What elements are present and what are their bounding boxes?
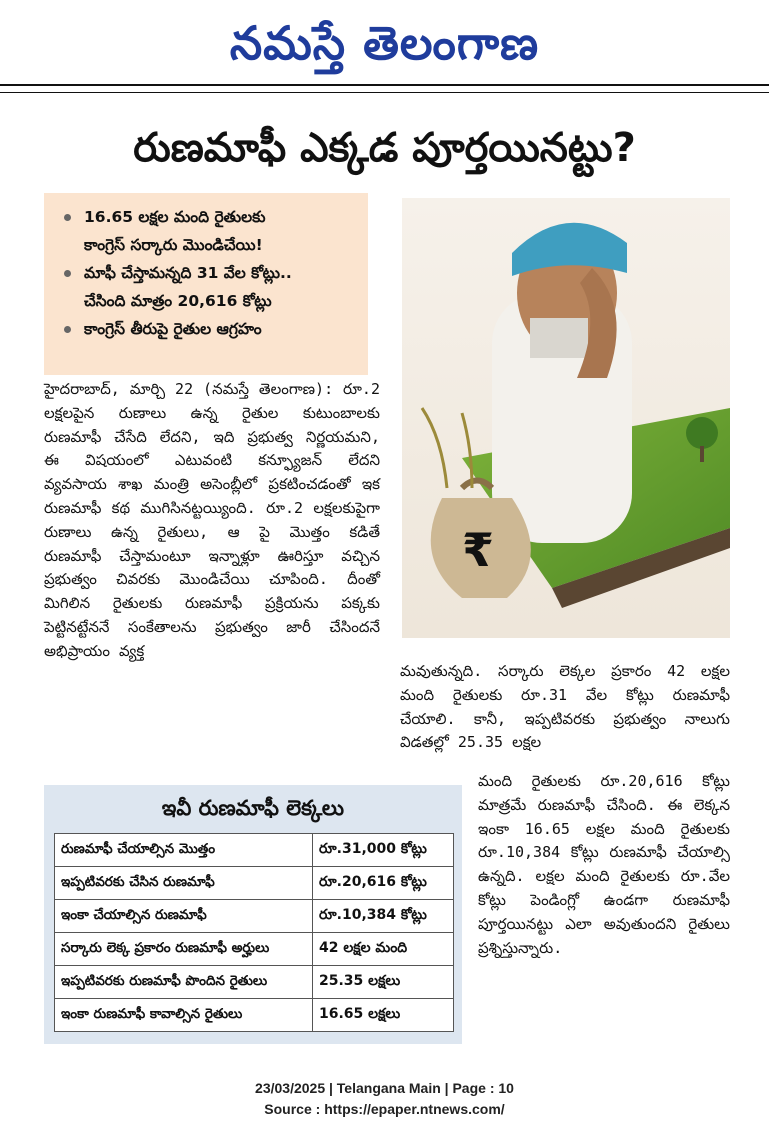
table-row [55, 999, 454, 1032]
bullet-icon [64, 326, 71, 333]
footer-source: Source : https://epaper.ntnews.com/ [264, 1101, 505, 1117]
farmer-photo-illustration [402, 198, 730, 638]
row-label: సర్కారు లెక్క ప్రకారం రుణమాఫీ అర్హులు [55, 933, 313, 966]
table-title: ఇవీ రుణమాఫీ లెక్కలు [161, 796, 345, 820]
article-text: హైదరాబాద్, మార్చి 22 (నమస్తే తెలంగాణ): రూ.2 లక్షలపైన రుణాలు ఉన్న రైతుల కుటుంబాలకు రుణమాఫీ చేసేది లేదని, ఇది ప్రభుత్వ నిర్ణయమని, ఈ విషయంలో ఎటువంటి కన్ఫ్యూజన్ లేదని వ్యవసాయ శాఖ మంత్రి అసెంబ్లీలో ప్రకటించడంతో ఇక రుణమాఫీ కథ ముగిసినట్టయ్యింది. రూ.2 లక్షలకుపైగా రుణాలు ఉన్న రైతులు, ఆ పై మొత్తం కడితే రుణమాఫీ చేస్తామంటూ ఇన్నాళ్లూ ఊరిస్తూ వచ్చిన ప్రభుత్వం చివరకు మొండిచేయి చూపింది. దీంతో మిగిలిన రైతులకు రుణమాఫీ ప్రక్రియను పక్కకు పెట్టినట్టేననే సంకేతాలను ప్రభుత్వం జారీ చేసిందనే అభిప్రాయం వ్యక్త [44, 380, 380, 660]
row-value: రూ.20,616 కోట్లు [313, 867, 454, 900]
divider [0, 92, 769, 93]
highlight-item: మాఫీ చేస్తామన్నది 31 వేల కోట్లు.. [64, 259, 360, 287]
row-label: ఇప్పటివరకు చేసిన రుణమాఫీ [55, 867, 313, 900]
highlight-item-cont: కాంగ్రెస్ సర్కారు మొండిచేయి! [84, 236, 263, 254]
article-text: మవుతున్నది. సర్కారు లెక్కల ప్రకారం 42 లక్షల మంది రైతులకు రూ.31 వేల కోట్లు రుణమాఫీ చేయాలి. కానీ, ఇప్పటివరకు ప్రభుత్వం నాలుగు విడతల్లో 25.35 లక్షల [400, 662, 730, 752]
highlights-box [44, 193, 368, 375]
row-value: 16.65 లక్షలు [313, 999, 454, 1032]
masthead-logo: నమస్తే తెలంగాణ [229, 16, 540, 70]
article-column-3 [478, 770, 730, 960]
footer-date-page: 23/03/2025 | Telangana Main | Page : 10 [255, 1080, 514, 1096]
highlight-item: కాంగ్రెస్ తీరుపై రైతుల ఆగ్రహం [64, 315, 360, 343]
row-value: 42 లక్షల మంది [313, 933, 454, 966]
table-row [55, 900, 454, 933]
bullet-icon [64, 270, 71, 277]
row-value: 25.35 లక్షలు [313, 966, 454, 999]
row-value: రూ.10,384 కోట్లు [313, 900, 454, 933]
row-label: ఇప్పటివరకు రుణమాఫీ పొందిన రైతులు [55, 966, 313, 999]
table-row [55, 966, 454, 999]
row-value: రూ.31,000 కోట్లు [313, 834, 454, 867]
table-row [55, 933, 454, 966]
row-label: ఇంకా చేయాల్సిన రుణమాఫీ [55, 900, 313, 933]
article-column-1 [44, 378, 380, 664]
table-row [55, 834, 454, 867]
table-row [55, 867, 454, 900]
article-column-2 [400, 660, 730, 755]
loan-waiver-stats-box [44, 785, 462, 1044]
highlight-item: 16.65 లక్షల మంది రైతులకు [64, 203, 360, 231]
headline: రుణమాఫీ ఎక్కడ పూర్తయినట్టు? [133, 125, 636, 171]
loan-waiver-table [54, 833, 454, 1032]
bullet-icon [64, 214, 71, 221]
article-text: మంది రైతులకు రూ.20,616 కోట్లు మాత్రమే రుణమాఫీ చేసింది. ఈ లెక్కన ఇంకా 16.65 లక్షల మంది రైతులకు రూ.10,384 కోట్లు రుణమాఫీ చేయాల్సి ఉన్నది. లక్షల మంది రైతులకు రూ.వేల కోట్లు పెండింగ్లో ఉండగా రుణమాఫీ పూర్తయినట్టు ఎలా అవుతుందని రైతులు ప్రశ్నిస్తున్నారు. [478, 772, 730, 957]
highlight-item-cont: చేసింది మాత్రం 20,616 కోట్లు [84, 292, 272, 310]
row-label: రుణమాఫీ చేయాల్సిన మొత్తం [55, 834, 313, 867]
divider [0, 84, 769, 86]
row-label: ఇంకా రుణమాఫీ కావాల్సిన రైతులు [55, 999, 313, 1032]
rupee-icon: ₹ [461, 523, 495, 577]
